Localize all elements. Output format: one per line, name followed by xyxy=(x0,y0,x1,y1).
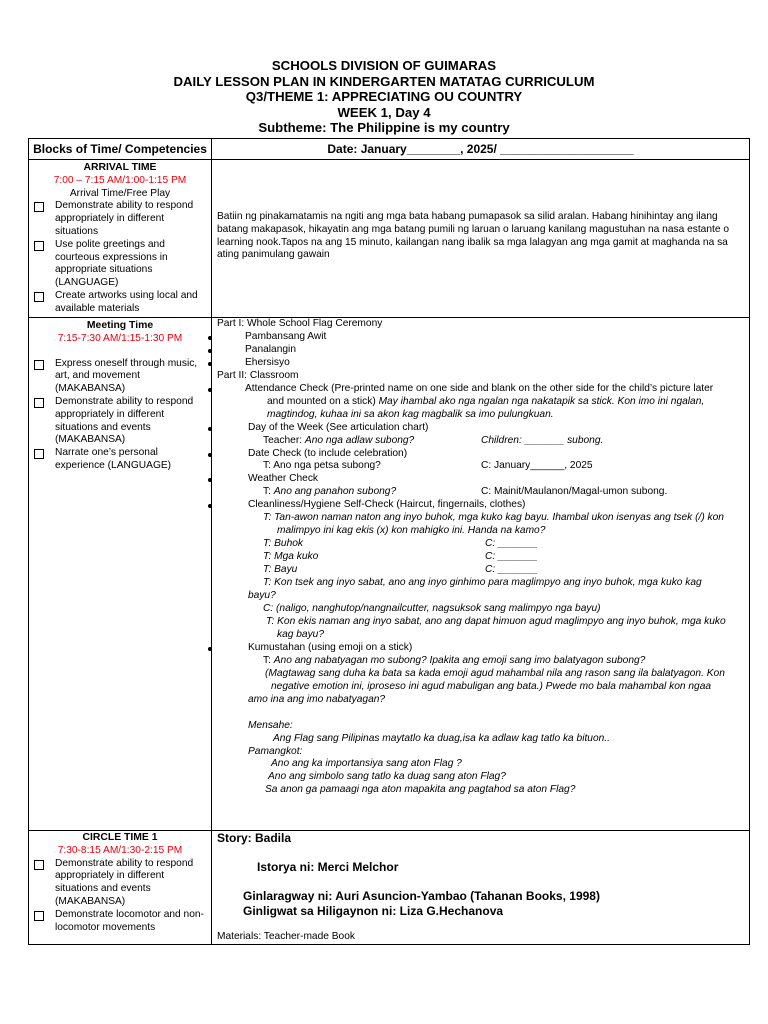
attendance-check: Attendance Check (Pre-printed name on one side and blank on the other side for the child’s picture later xyxy=(217,383,746,396)
bullet-icon xyxy=(208,349,212,353)
arrival-time: 7:00 – 7:15 AM/1:00-1:15 PM xyxy=(53,174,187,186)
attendance-line3: magtindog, kuhaa ini sa akon kag magbalik sa imo pulungkuan. xyxy=(267,408,554,420)
checkbox-icon xyxy=(34,202,44,212)
checkbox-icon xyxy=(34,360,44,370)
arrival-subtitle: Arrival Time/Free Play xyxy=(69,187,171,199)
arrival-title: ARRIVAL TIME xyxy=(83,162,157,173)
materials: Materials: Teacher-made Book xyxy=(217,931,355,942)
circle-activity xyxy=(212,831,750,945)
table-header-row xyxy=(29,139,750,160)
checkbox-icon xyxy=(34,241,44,251)
cleanliness-t2a: T: Kon tsek ang inyo sabat, ano ang inyo ginhimo para maglimpyo ang inyo buhok, mga kuko kag xyxy=(263,577,702,589)
document-header xyxy=(0,58,768,136)
bullet-icon xyxy=(208,336,212,340)
attendance-line2: and mounted on a stick) May ihambal ako nga ngalan nga nakatapik sa stick. Kon imo ini ngalan, xyxy=(267,395,705,407)
bullet-icon xyxy=(208,478,212,482)
competency-item: Demonstrate ability to respond appropriately in different situations xyxy=(31,200,209,238)
kumustahan-p1: (Magtawag sang duha ka bata sa kada emoji agud mahambal nila ang rason sang ila balatyagon. Kon xyxy=(265,667,725,679)
meeting-row xyxy=(29,318,750,831)
bullet-icon xyxy=(208,427,212,431)
cleanliness-t1a: T: Tan-awon naman naton ang inyo buhok, mga kuko kag bayu. Ihambal ukon isenyas ang tsek (/) kon xyxy=(263,512,724,524)
week-day: WEEK 1, Day 4 xyxy=(337,104,431,120)
story-title: Story: Badila xyxy=(217,831,292,845)
cleanliness-t3a: T: Kon ekis naman ang inyo sabat, ano ang dapat himuon agud maglimpyo ang inyo buhok, mga kuko xyxy=(266,615,726,627)
mensahe-text: Ang Flag sang Pilipinas maytatlo ka duag,isa ka adlaw kag tatlo ka bituon.. xyxy=(273,732,610,744)
arrival-competencies xyxy=(29,160,212,318)
col-header-date: Date: January________, 2025/ ____________________ xyxy=(212,139,750,160)
bullet-icon xyxy=(208,647,212,651)
lesson-plan-table xyxy=(28,138,750,945)
question-item: Ano ang simbolo sang tatlo ka duag sang aton Flag? xyxy=(268,771,506,783)
story-illustrator: Ginlaragway ni: Auri Asuncion-Yambao (Tahanan Books, 1998) xyxy=(243,889,600,903)
cleanliness-t3b: kag bayu? xyxy=(277,628,325,640)
checkbox-icon xyxy=(34,292,44,302)
kumustahan: Kumustahan (using emoji on a stick) xyxy=(217,642,746,655)
weather-dialogue: T: Ano ang panahon subong? C: Mainit/Maulanon/Magal-umon subong. xyxy=(263,486,668,498)
competency-item: Demonstrate ability to respond appropriately in different situations and events (MAKABANSA) xyxy=(31,858,209,909)
competency-item: Create artworks using local and available materials xyxy=(31,290,209,316)
checkbox-icon xyxy=(34,449,44,459)
subtheme: Subtheme: The Philippine is my country xyxy=(258,120,510,136)
meeting-competencies xyxy=(29,318,212,831)
list-item: Ehersisyo xyxy=(217,357,746,370)
bullet-icon xyxy=(208,362,212,366)
division-title: SCHOOLS DIVISION OF GUIMARAS xyxy=(271,58,497,73)
bullet-icon xyxy=(208,453,212,457)
competency-item: Express oneself through music, art, and movement (MAKABANSA) xyxy=(31,358,209,396)
cleanliness-check: Cleanliness/Hygiene Self-Check (Haircut, fingernails, clothes) xyxy=(217,499,746,512)
cleanliness-row: T: Bayu C: _______ xyxy=(263,564,538,576)
cleanliness-t1b: malimpyo ini kag ekis (x) kon mahigko ini. Handa na kamo? xyxy=(277,525,546,537)
cleanliness-row: T: Buhok C: _______ xyxy=(263,538,538,550)
competency-item: Use polite greetings and courteous expressions in appropriate situations (LANGUAGE) xyxy=(31,239,209,290)
kumustahan-t: T: Ano ang nabatyagan mo subong? Ipakita ang emoji sang imo balatyagon subong? xyxy=(263,654,646,666)
circle-row xyxy=(29,831,750,945)
part1-label: Part I: Whole School Flag Ceremony xyxy=(217,318,383,329)
col-header-blocks: Blocks of Time/ Competencies xyxy=(29,139,212,160)
pamangkot-label: Pamangkot: xyxy=(248,745,303,757)
question-item: Ano ang ka importansiya sang aton Flag ? xyxy=(271,758,462,770)
kumustahan-p3: amo ina ang imo nabatyagan? xyxy=(248,693,386,705)
kumustahan-p2: negative emotion ini, iproseso ini agud mabuligan ang bata.) Pwede mo bala mahambal kon ngaa xyxy=(271,680,712,692)
weather-check: Weather Check xyxy=(217,473,746,486)
arrival-activity-text: Batiin ng pinakamatamis na ngiti ang mga bata habang pumapasok sa silid aralan. Habang hinihintay ang ilang batang makapasok, hikayatin ang mga batang pumili ng laruan o laruang kanilang magustuhan na nasa estante o learning nook.Tapos na ang 15 minuto, kailangan nang ibalik sa mga lalagyan ang mga gamit at maghanda na sa ating panimulang gawain xyxy=(217,210,729,261)
list-item: Pambansang Awit xyxy=(217,331,746,344)
cleanliness-c2: C: (naligo, nanghutop/nangnailcutter, nagsuksok sang malimpyo nga bayu) xyxy=(263,602,601,614)
story-author: Istorya ni: Merci Melchor xyxy=(257,860,399,874)
circle-competencies xyxy=(29,831,212,945)
competency-item: Demonstrate locomotor and non-locomotor movements xyxy=(31,909,209,935)
day-of-week: Day of the Week (See articulation chart) xyxy=(217,422,746,435)
part2-label: Part II: Classroom xyxy=(217,369,299,381)
mensahe-label: Mensahe: xyxy=(248,719,293,731)
circle-time: 7:30-8:15 AM/1:30-2:15 PM xyxy=(57,844,183,856)
competency-item: Narrate one’s personal experience (LANGUAGE) xyxy=(31,447,209,473)
checkbox-icon xyxy=(34,860,44,870)
bullet-icon xyxy=(208,388,212,392)
day-of-week-dialogue: Teacher: Ano nga adlaw subong? Children: _______ subong. xyxy=(263,434,604,446)
lesson-plan-title: DAILY LESSON PLAN IN KINDERGARTEN MATATAG CURRICULUM xyxy=(173,73,595,89)
meeting-activity xyxy=(212,318,750,831)
list-item: Panalangin xyxy=(217,344,746,357)
cleanliness-t2b: bayu? xyxy=(248,590,276,602)
meeting-time: 7:15-7:30 AM/1:15-1:30 PM xyxy=(57,332,183,344)
date-dialogue: T: Ano nga petsa subong? C: January______, 2025 xyxy=(263,460,593,472)
arrival-activity xyxy=(212,160,750,318)
theme-title: Q3/THEME 1: APPRECIATING OU COUNTRY xyxy=(245,89,523,105)
checkbox-icon xyxy=(34,398,44,408)
checkbox-icon xyxy=(34,911,44,921)
meeting-title: Meeting Time xyxy=(86,320,154,331)
question-item: Sa anon ga pamaagi nga aton mapakita ang pagtahod sa aton Flag? xyxy=(265,784,576,796)
circle-title: CIRCLE TIME 1 xyxy=(82,832,158,843)
date-check: Date Check (to include celebration) xyxy=(217,448,746,461)
story-translator: Ginligwat sa Hiligaynon ni: Liza G.Hechanova xyxy=(243,904,504,918)
cleanliness-row: T: Mga kuko C: _______ xyxy=(263,551,538,563)
competency-item: Demonstrate ability to respond appropriately in different situations and events (MAKABANSA) xyxy=(31,396,209,447)
arrival-row xyxy=(29,160,750,318)
bullet-icon xyxy=(208,504,212,508)
